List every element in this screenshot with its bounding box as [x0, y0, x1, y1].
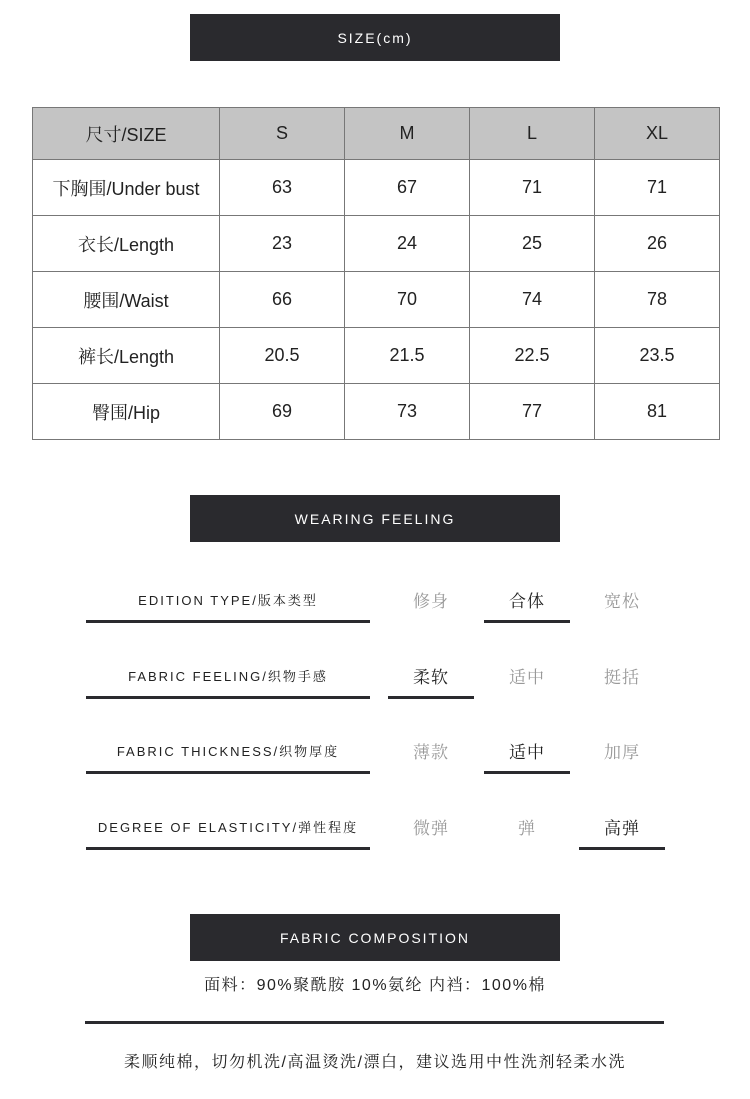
table-cell: 24 [345, 216, 470, 272]
table-cell: 69 [220, 384, 345, 440]
table-cell: 20.5 [220, 328, 345, 384]
header-cell: XL [595, 108, 720, 160]
header-cell: M [345, 108, 470, 160]
label-underline [86, 696, 370, 699]
feeling-option: 高弹 [579, 805, 665, 847]
table-row [33, 272, 720, 328]
feeling-option: 弹 [518, 818, 536, 838]
table-cell: 71 [470, 160, 595, 216]
feeling-label: FABRIC FEELING/织物手感 [128, 668, 328, 684]
row-label: 衣长/Length [33, 216, 220, 272]
divider [85, 1021, 664, 1024]
feeling-option: 适中 [509, 667, 545, 687]
table-cell: 77 [470, 384, 595, 440]
header-cell: S [220, 108, 345, 160]
table-cell: 63 [220, 160, 345, 216]
table-cell: 26 [595, 216, 720, 272]
table-cell: 73 [345, 384, 470, 440]
feeling-option: 柔软 [388, 654, 474, 696]
table-row [33, 384, 720, 440]
table-cell: 21.5 [345, 328, 470, 384]
table-cell: 25 [470, 216, 595, 272]
table-row [33, 328, 720, 384]
feeling-row-edition-type [0, 578, 750, 638]
feeling-option: 适中 [484, 729, 570, 771]
row-label: 下胸围/Under bust [33, 160, 220, 216]
size-banner-title: SIZE(cm) [337, 29, 413, 46]
table-row [33, 160, 720, 216]
feeling-option: 加厚 [604, 742, 640, 762]
feeling-option: 宽松 [604, 591, 640, 611]
table-cell: 22.5 [470, 328, 595, 384]
table-cell: 23 [220, 216, 345, 272]
header-cell: L [470, 108, 595, 160]
feeling-option: 合体 [484, 578, 570, 620]
feeling-row-fabric-thickness [0, 729, 750, 789]
feeling-label: FABRIC THICKNESS/织物厚度 [116, 743, 340, 759]
label-underline [86, 771, 370, 774]
size-table-header-row [33, 108, 720, 160]
fabric-composition-banner [190, 914, 560, 961]
table-cell: 71 [595, 160, 720, 216]
feeling-label: DEGREE OF ELASTICITY/弹性程度 [97, 819, 359, 835]
wearing-feeling-title: WEARING FEELING [294, 510, 456, 527]
feeling-row-elasticity [0, 805, 750, 865]
feeling-option: 挺括 [604, 667, 640, 687]
table-cell: 78 [595, 272, 720, 328]
header-cell: 尺寸/SIZE [33, 108, 220, 160]
row-label: 腰围/Waist [33, 272, 220, 328]
table-cell: 74 [470, 272, 595, 328]
row-label: 臀围/Hip [33, 384, 220, 440]
size-table [32, 107, 720, 440]
table-row [33, 216, 720, 272]
table-cell: 23.5 [595, 328, 720, 384]
wearing-feeling-banner [190, 495, 560, 542]
feeling-row-fabric-feeling [0, 654, 750, 714]
feeling-option: 修身 [413, 591, 449, 611]
feeling-option: 微弹 [413, 818, 449, 838]
table-cell: 70 [345, 272, 470, 328]
table-cell: 67 [345, 160, 470, 216]
table-cell: 81 [595, 384, 720, 440]
feeling-option: 薄款 [413, 742, 449, 762]
composition-text: 面料：90%聚酰胺 10%氨纶 内裆：100%棉 [204, 977, 546, 994]
table-cell: 66 [220, 272, 345, 328]
row-label: 裤长/Length [33, 328, 220, 384]
fabric-composition-title: FABRIC COMPOSITION [279, 929, 470, 946]
label-underline [86, 847, 370, 850]
size-banner [190, 14, 560, 61]
care-instructions: 柔顺纯棉，切勿机洗/高温烫洗/漂白，建议选用中性洗剂轻柔水洗 [124, 1054, 626, 1071]
feeling-label: EDITION TYPE/版本类型 [138, 592, 318, 608]
label-underline [86, 620, 370, 623]
